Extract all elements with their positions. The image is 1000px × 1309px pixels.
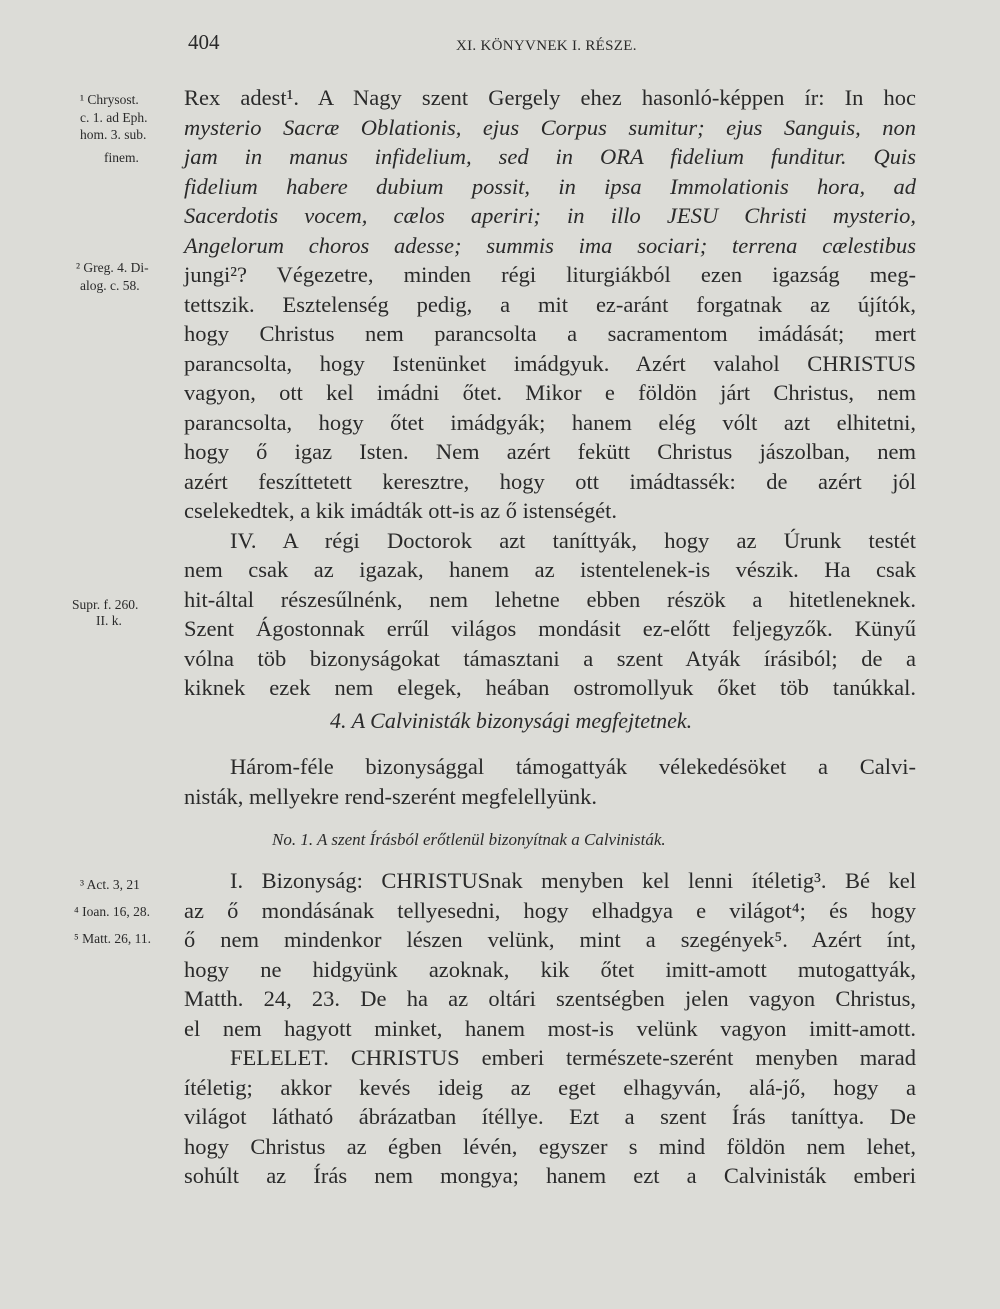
text-line: Angelorum choros adesse; summis ima sociari; terrena cælestibus [184, 232, 916, 258]
text-line: azért feszíttetett keresztre, hogy ott imádtassék: de azért jól [184, 468, 916, 494]
text-line: nisták, mellyekre rend-szerént megfelellyünk. [184, 783, 597, 809]
margin-note: Supr. f. 260. [72, 597, 139, 612]
text-line: Három-féle bizonysággal támogattyák vélekedésöket a Calvi- [230, 754, 916, 779]
text-line: parancsolta, hogy őtet imádgyák; hanem elég vólt azt elhitetni, [184, 409, 916, 435]
text-line: IV. A régi Doctorok azt taníttyák, hogy az Úrunk testét [230, 527, 916, 553]
text-line: hogy Christus nem parancsolta a sacramentom imádását; mert [184, 321, 916, 346]
margin-note: alog. c. 58. [80, 278, 140, 293]
text-line: hogy ő igaz Isten. Nem azért fekütt Christus jászolban, nem [184, 439, 916, 464]
page-number: 404 [188, 30, 220, 54]
text-line: kiknek ezek nem elegek, heában ostromollyuk őket töb tanúkkal. [184, 675, 916, 700]
text-line: cselekedtek, a kik imádták ott-is az ő istenségét. [184, 498, 617, 523]
text-line: tettszik. Esztelenség pedig, a mit ez-aránt forgatnak az újítók, [184, 291, 916, 317]
text-line: vólna töb bizonyságokat támasztani a szent Atyák írásiból; de a [184, 645, 916, 671]
text-line: Szent Ágostonnak errűl világos mondásit ez-előtt feljegyzők. Künyű [184, 616, 916, 641]
paragraph-block [184, 866, 916, 1191]
subsection-title: No. 1. A szent Írásból erőtlenül bizonyítnak a Calvinisták. [272, 830, 666, 849]
text-line: parancsolta, hogy Istenünket imádgyuk. Azért valahol CHRISTUS [184, 350, 916, 376]
text-line: sohúlt az Írás nem mongya; hanem ezt a Calvinisták emberi [184, 1163, 916, 1188]
text-line: I. Bizonyság: CHRISTUSnak menyben kel lenni ítéletig³. Bé kel [230, 868, 916, 893]
text-line: hogy Christus az égben lévén, egyszer s mind földön nem lehet, [184, 1133, 916, 1159]
text-line: FELELET. CHRISTUS emberi természete-szerént menyben marad [230, 1045, 916, 1070]
margin-note: c. 1. ad Eph. [80, 110, 148, 125]
margin-note: ⁵ Matt. 26, 11. [74, 931, 151, 946]
margin-note: finem. [104, 150, 139, 165]
text-line: Sacerdotis vocem, cælos aperiri; in illo JESU Christi mysterio, [184, 203, 916, 228]
running-title: XI. KÖNYVNEK I. RÉSZE. [456, 38, 637, 54]
margin-note: ³ Act. 3, 21 [80, 877, 140, 892]
paragraph-block [184, 83, 916, 703]
margin-note: ¹ Chrysost. [80, 92, 139, 107]
text-line: ő nem mindenkor lészen velünk, mint a szegények⁵. Azért ínt, [184, 927, 916, 952]
margin-note: ⁴ Ioan. 16, 28. [74, 904, 150, 919]
text-line: az ő mondásának tellyesedni, hogy elhadgya e világot⁴; és hogy [184, 897, 916, 923]
text-line: jungi²? Végezetre, minden régi liturgiákból ezen igazság meg- [184, 262, 916, 287]
text-line: Rex adest¹. A Nagy szent Gergely ehez hasonló-képpen ír: In hoc [184, 85, 916, 110]
section-title: 4. A Calvinisták bizonysági megfejtetnek. [330, 708, 693, 733]
text-line: vagyon, ott kel imádni őtet. Mikor e földön járt Christus, nem [184, 380, 916, 405]
text-line: fidelium habere dubium possit, in ipsa Immolationis hora, ad [184, 173, 916, 199]
text-line: mysterio Sacræ Oblationis, ejus Corpus sumitur; ejus Sanguis, non [184, 114, 916, 140]
text-line: Matth. 24, 23. De ha az oltári szentségben jelen vagyon Christus, [184, 986, 916, 1011]
margin-note: ² Greg. 4. Di- [76, 260, 149, 275]
text-line: nem csak az igazak, hanem az istentelenek-is vészik. Ha csak [184, 557, 916, 582]
text-line: ítéletig; akkor kevés ideig az eget elhagyván, alá-jő, hogy a [184, 1074, 916, 1100]
paragraph-block [184, 752, 916, 811]
text-line: hogy ne hidgyünk azoknak, kik őtet imitt-amott mutogattyák, [184, 956, 916, 982]
margin-note: hom. 3. sub. [80, 127, 147, 142]
text-line: el nem hagyott minket, hanem most-is velünk vagyon imitt-amott. [184, 1015, 916, 1041]
margin-note: II. k. [96, 613, 122, 628]
text-line: jam in manus infidelium, sed in ORA fidelium funditur. Quis [184, 144, 916, 169]
text-line: hit-által részesűlnénk, nem lehetne ebben részök a hitetleneknek. [184, 586, 916, 612]
text-line: világot látható ábrázatban ítéllye. Ezt a szent Írás taníttya. De [184, 1104, 916, 1129]
